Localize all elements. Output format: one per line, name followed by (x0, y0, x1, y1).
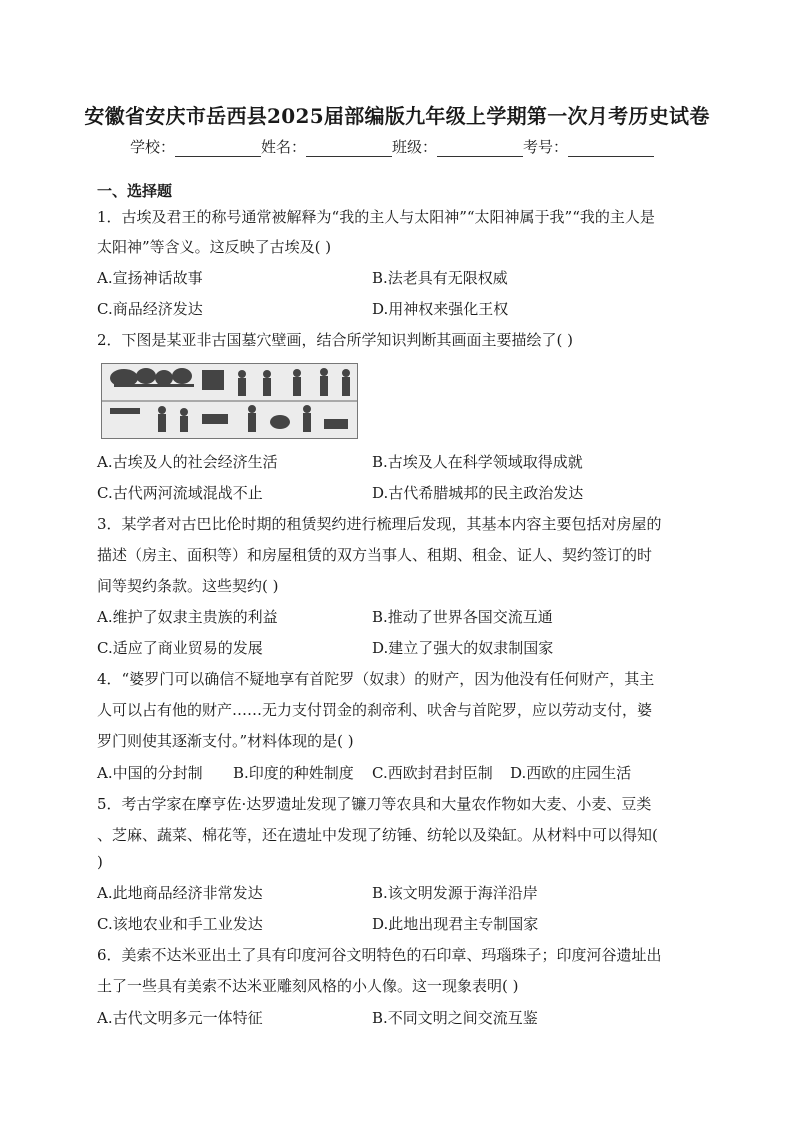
q1-option-a[interactable]: A.宣扬神话故事 (97, 269, 203, 287)
exam-title: 安徽省安庆市岳西县2025届部编版九年级上学期第一次月考历史试卷 (84, 104, 710, 128)
q2-option-d[interactable]: D.古代希腊城邦的民主政治发达 (372, 484, 584, 502)
q4-stem-line1: 4．“婆罗门可以确信不疑地享有首陀罗（奴隶）的财产，因为他没有任何财产，其主 (97, 670, 655, 688)
mural-figures-icon (102, 364, 357, 438)
q5-option-c[interactable]: C.该地农业和手工业发达 (97, 915, 263, 933)
q3-option-a[interactable]: A.维护了奴隶主贵族的利益 (97, 608, 278, 626)
q6-stem-line2: 土了一些具有美索不达米亚雕刻风格的小人像。这一现象表明( ) (97, 977, 519, 995)
q5-stem-line3: ) (97, 853, 103, 871)
q1-option-c[interactable]: C.商品经济发达 (97, 300, 203, 318)
q4-option-b[interactable]: B.印度的种姓制度 (233, 764, 354, 782)
q6-option-a[interactable]: A.古代文明多元一体特征 (97, 1009, 263, 1027)
q3-stem-line1: 3．某学者对古巴比伦时期的租赁契约进行梳理后发现，其基本内容主要包括对房屋的 (97, 515, 662, 533)
q5-stem-line2: 、芝麻、蔬菜、棉花等，还在遗址中发现了纺锤、纺轮以及染缸。从材料中可以得知( (97, 826, 658, 844)
q4-stem-line3: 罗门则使其逐渐支付。”材料体现的是( ) (97, 732, 354, 750)
q3-option-d[interactable]: D.建立了强大的奴隶制国家 (372, 639, 554, 657)
q1-stem-line1: 1．古埃及君王的称号通常被解释为“我的主人与太阳神”“太阳神属于我”“我的主人是 (97, 208, 655, 226)
q3-option-c[interactable]: C.适应了商业贸易的发展 (97, 639, 263, 657)
q5-option-a[interactable]: A.此地商品经济非常发达 (97, 884, 263, 902)
q6-stem-line1: 6．美索不达米亚出土了具有印度河谷文明特色的石印章、玛瑙珠子；印度河谷遗址出 (97, 946, 662, 964)
q5-option-d[interactable]: D.此地出现君主专制国家 (372, 915, 539, 933)
exam-no-blank[interactable] (568, 140, 654, 157)
q3-stem-line3: 间等契约条款。这些契约( ) (97, 577, 279, 595)
q3-stem-line2: 描述（房主、面积等）和房屋租赁的双方当事人、租期、租金、证人、契约签订的时 (97, 546, 653, 564)
q3-option-b[interactable]: B.推动了世界各国交流互通 (372, 608, 553, 626)
tomb-mural-image (101, 363, 358, 439)
q2-option-a[interactable]: A.古埃及人的社会经济生活 (97, 453, 278, 471)
q4-option-d[interactable]: D.西欧的庄园生活 (510, 764, 632, 782)
section-heading: 一、选择题 (97, 182, 173, 200)
school-label: 学校： (130, 138, 176, 156)
class-label: 班级： (392, 138, 438, 156)
student-info-row (130, 136, 654, 157)
exam-no-label: 考号： (523, 138, 569, 156)
q4-stem-line2: 人可以占有他的财产……无力支付罚金的刹帝利、吠舍与首陀罗，应以劳动支付，婆 (97, 701, 653, 719)
q5-option-b[interactable]: B.该文明发源于海洋沿岸 (372, 884, 538, 902)
q5-stem-line1: 5．考古学家在摩亨佐·达罗遗址发现了镰刀等农具和大量农作物如大麦、小麦、豆类 (97, 795, 652, 813)
q2-stem-line1: 2．下图是某亚非古国墓穴壁画，结合所学知识判断其画面主要描绘了( ) (97, 331, 574, 349)
q2-option-b[interactable]: B.古埃及人在科学领域取得成就 (372, 453, 583, 471)
q4-option-a[interactable]: A.中国的分封制 (97, 764, 203, 782)
name-blank[interactable] (306, 140, 392, 157)
q6-option-b[interactable]: B.不同文明之间交流互鉴 (372, 1009, 538, 1027)
school-blank[interactable] (175, 140, 261, 157)
q4-option-c[interactable]: C.西欧封君封臣制 (372, 764, 493, 782)
class-blank[interactable] (437, 140, 523, 157)
q1-stem-line2: 太阳神”等含义。这反映了古埃及( ) (97, 238, 332, 256)
q2-option-c[interactable]: C.古代两河流域混战不止 (97, 484, 263, 502)
q1-option-d[interactable]: D.用神权来强化王权 (372, 300, 509, 318)
name-label: 姓名： (261, 138, 307, 156)
q1-option-b[interactable]: B.法老具有无限权威 (372, 269, 508, 287)
